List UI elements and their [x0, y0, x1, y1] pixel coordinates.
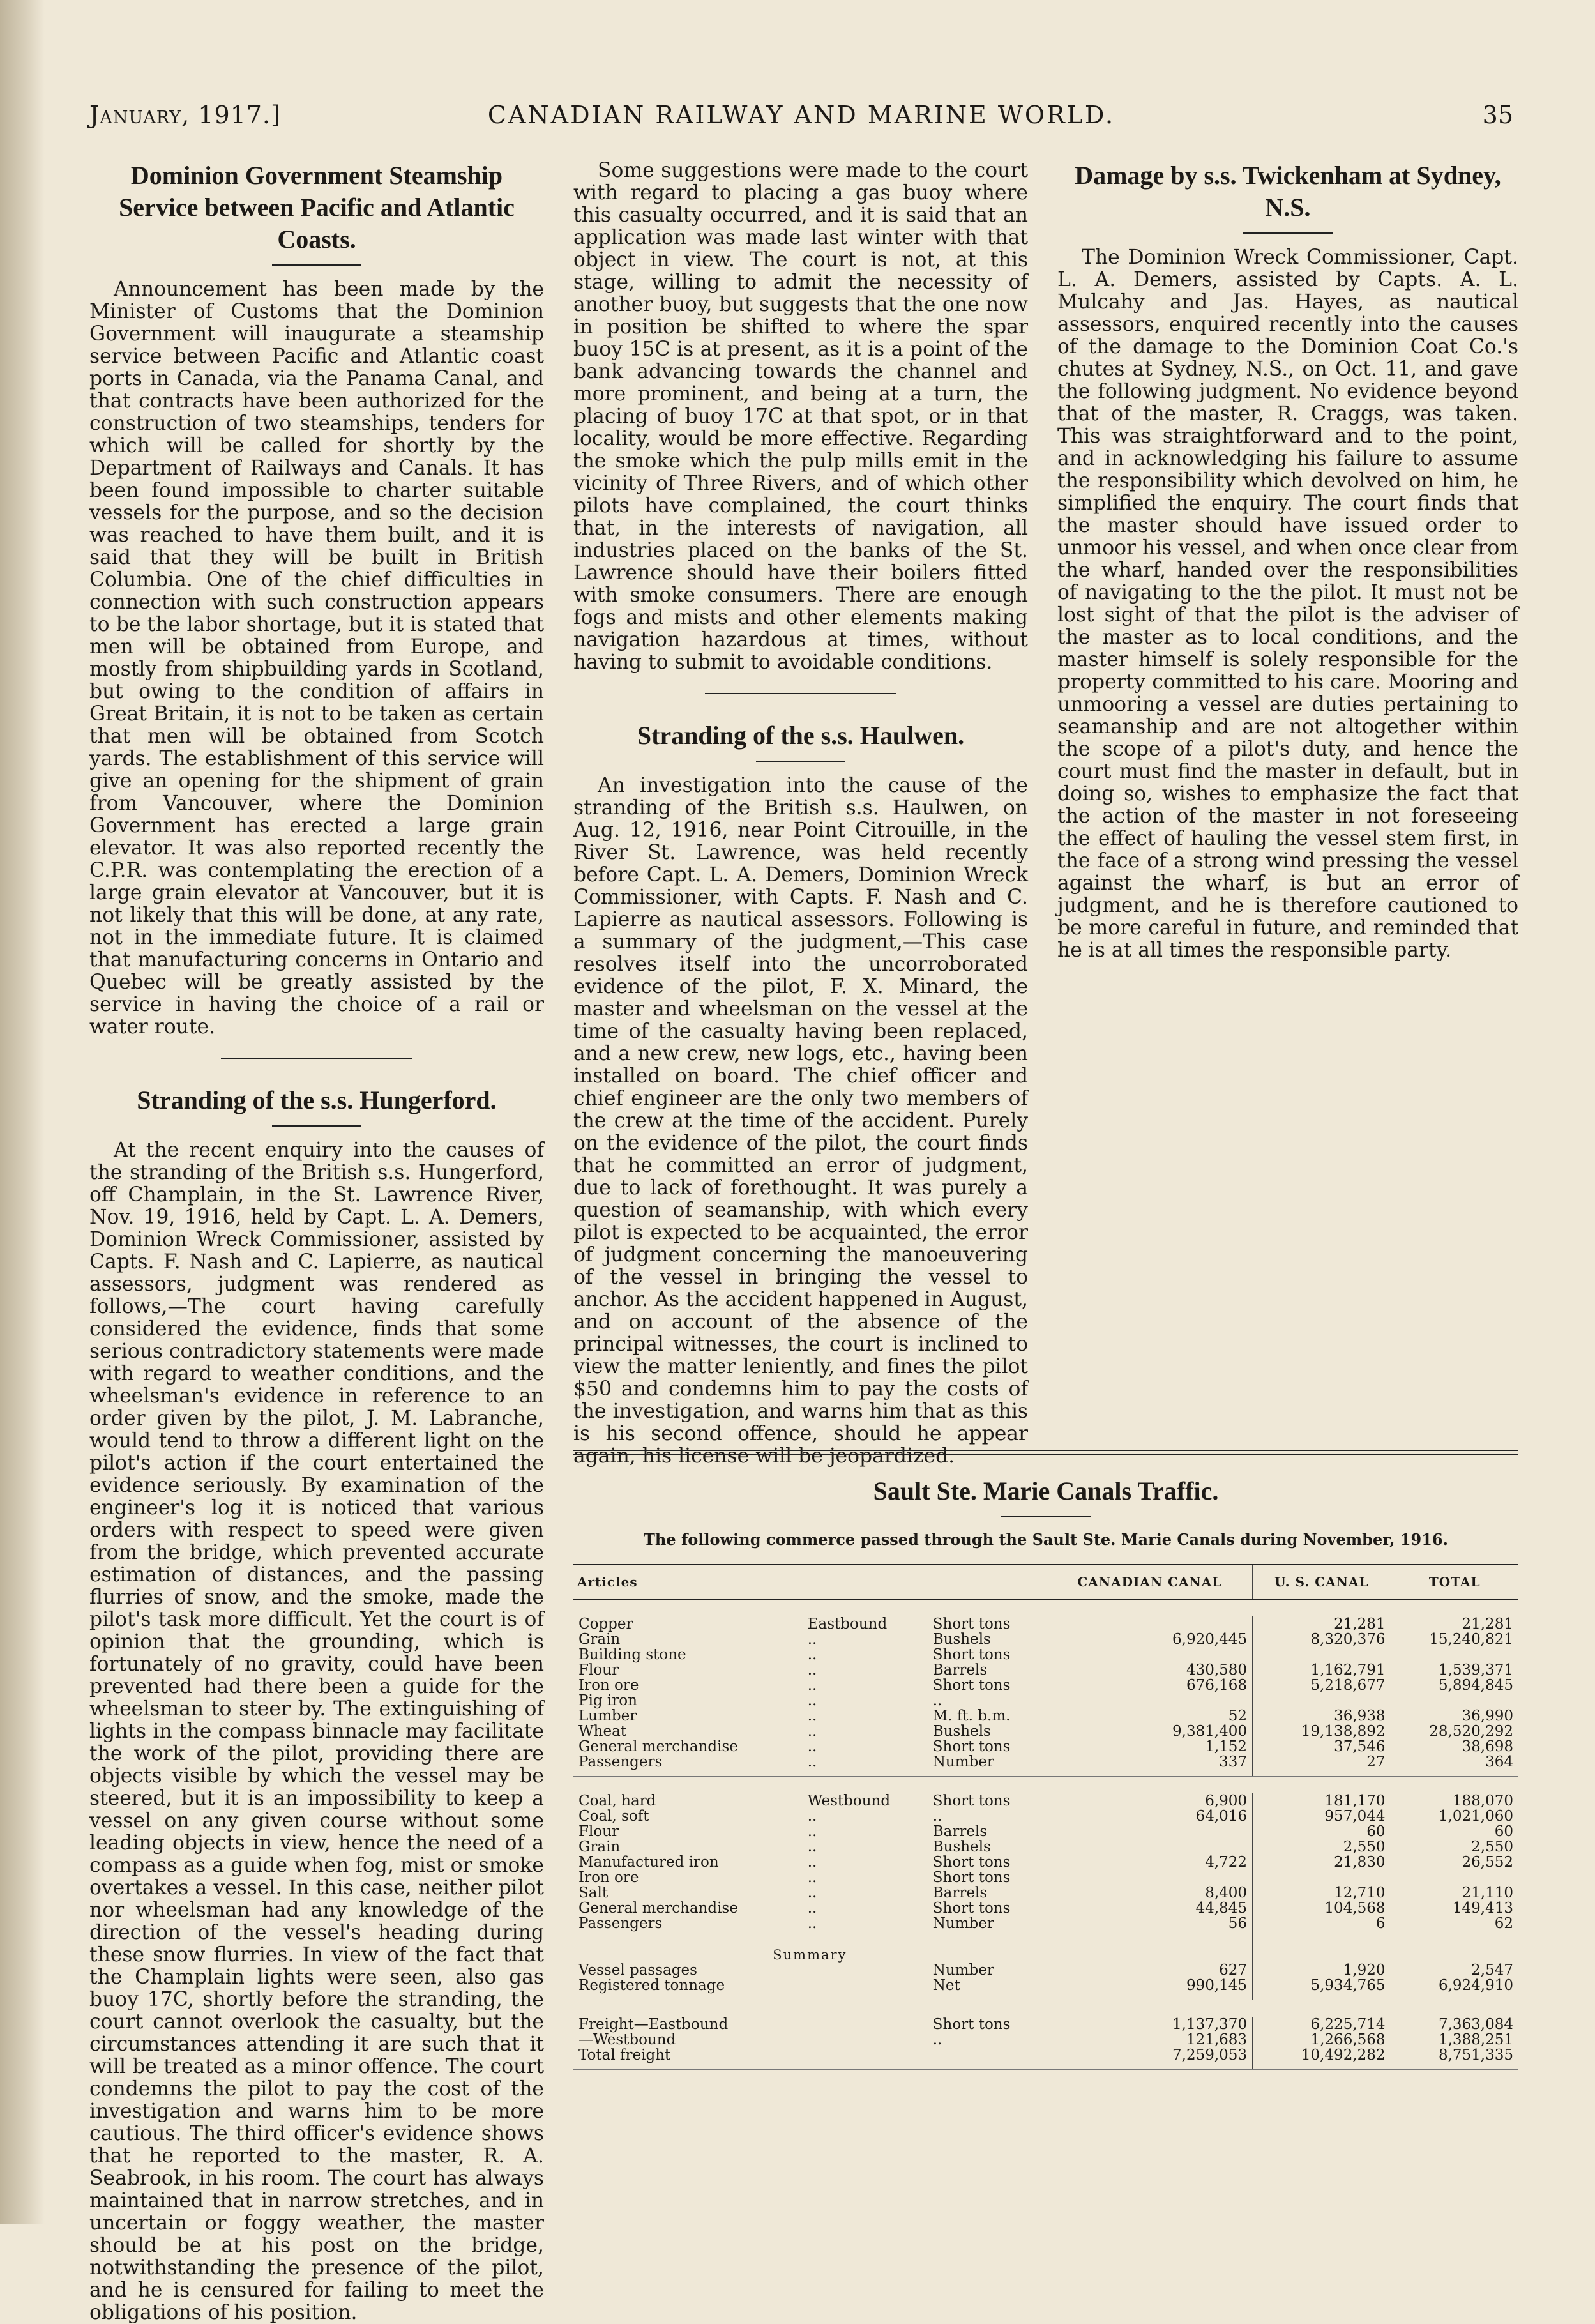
row-us — [1253, 1693, 1391, 1708]
header-total: TOTAL — [1391, 1565, 1518, 1599]
row-us: 104,568 — [1253, 1901, 1391, 1916]
row-canadian: 121,683 — [1047, 2032, 1252, 2047]
row-article: Flour — [578, 1662, 619, 1678]
row-article: —Westbound — [578, 2032, 676, 2048]
table-row — [573, 1616, 1518, 1632]
table-row — [573, 1855, 1518, 1870]
row-us — [1253, 1647, 1391, 1662]
row-article: Total freight — [573, 2047, 803, 2070]
article-body-hungerford-p2: Some suggestions were made to the court with regard to placing a gas buoy where this casualty occurred, and it is said that an application was made last winter with that object in view. The court is not, at this stage, willing to admit the necessity of another buoy, but suggests that the one now in position be shifted to where the spar buoy 15C is at present, as it is a point of the bank advancing towards the channel and more prominent, and being at a turn, the placing of buoy 17C at that spot, or in that locality, would be more effective. Regarding the smoke which the pulp mills emit in the vicinity of Three Rivers, and of which other pilots have complained, the court thinks that, in the interests of navigation, all industries placed on the banks of the St. Lawrence should have their boilers fitted with smoke consumers. There are enough fogs and mists and other elements making navigation hazardous at times, without having to submit to avoidable conditions. — [573, 159, 1028, 674]
row-unit: Barrels — [932, 1662, 988, 1678]
row-canadian — [1047, 1839, 1252, 1855]
row-us: 12,710 — [1253, 1885, 1391, 1901]
row-us: 21,281 — [1253, 1616, 1391, 1632]
table-row — [573, 2032, 1518, 2047]
row-canadian — [1047, 1616, 1252, 1632]
row-canadian: 44,845 — [1047, 1901, 1252, 1916]
article-body-steamship-service: Announcement has been made by the Minister of Customs that the Dominion Government will inaugurate a steamship service between Pacific and Atlantic coast ports in Canada, via the Panama Canal, and that contracts have been authorized for the construction of two steamships, tenders for which will be called for shortly by the Department of Railways and Canals. It has been found impossible to charter suitable vessels for the purpose, and so the decision was reached to have them built, and it is said that they will be built in British Columbia. One of the chief difficulties in connection with such construction appears to be the labor shortage, but it is stated that men will be obtained from Europe, and mostly from shipbuilding yards in Scotland, but owing to the condition of affairs in Great Britain, it is not to be taken as certain that men will be obtained from Scotch yards. The establishment of this service will give an opening for the shipment of grain from Vancouver, where the Dominion Government has erected a large grain elevator. It was also reported recently the C.P.R. was contemplating the erection of a large grain elevator at Vancouver, but it is not likely that this will be done, at any rate, not in the immediate future. It is claimed that manufacturing concerns in Ontario and Quebec will be greatly assisted by the service in having the choice of a rail or water route. — [89, 278, 544, 1038]
row-direction — [803, 2017, 928, 2032]
table-row — [573, 1693, 1518, 1708]
row-unit: Number — [928, 1916, 1047, 1938]
row-us: 957,044 — [1253, 1809, 1391, 1824]
page-gutter-shadow — [0, 0, 45, 2224]
row-direction: .. — [807, 1708, 817, 1724]
table-row — [573, 1647, 1518, 1662]
row-canadian: 990,145 — [1047, 1978, 1252, 2000]
row-total: 26,552 — [1391, 1855, 1518, 1870]
row-us: 36,938 — [1253, 1708, 1391, 1724]
row-total — [1391, 1870, 1518, 1885]
row-direction — [803, 2047, 928, 2070]
row-direction: .. — [807, 1854, 817, 1871]
row-total: 8,751,335 — [1391, 2047, 1518, 2070]
table-row — [573, 1824, 1518, 1839]
row-article: Iron ore — [578, 1869, 639, 1886]
row-canadian: 64,016 — [1047, 1809, 1252, 1824]
row-direction: .. — [803, 1754, 928, 1777]
row-article: Salt — [578, 1885, 609, 1901]
table-row — [573, 1739, 1518, 1754]
row-direction — [803, 1978, 928, 2000]
article-title-hungerford: Stranding of the s.s. Hungerford. — [137, 1086, 497, 1114]
row-article: Grain — [578, 1839, 621, 1855]
summary-heading-blank — [1391, 1938, 1518, 1963]
header-us-canal: U. S. CANAL — [1253, 1565, 1391, 1599]
row-us: 5,218,677 — [1253, 1678, 1391, 1693]
table-row — [573, 1809, 1518, 1824]
summary-heading: Summary — [773, 1947, 847, 1963]
table-row — [573, 1885, 1518, 1901]
row-direction: .. — [807, 1662, 817, 1678]
row-article: Building stone — [578, 1646, 686, 1663]
row-canadian: 627 — [1047, 1963, 1252, 1978]
row-article: Manufactured iron — [578, 1854, 719, 1871]
row-canadian: 4,722 — [1047, 1855, 1252, 1870]
table-row — [573, 1793, 1518, 1809]
row-us: 37,546 — [1253, 1739, 1391, 1754]
row-article: Iron ore — [578, 1677, 639, 1694]
row-direction: .. — [807, 1677, 817, 1694]
row-canadian: 337 — [1047, 1754, 1252, 1777]
row-direction: .. — [807, 1869, 817, 1886]
row-article: General merchandise — [578, 1900, 738, 1917]
row-total: 21,110 — [1391, 1885, 1518, 1901]
row-direction: .. — [807, 1808, 817, 1825]
row-total: 364 — [1391, 1754, 1518, 1777]
traffic-table-body — [573, 1599, 1518, 2070]
row-direction: .. — [807, 1723, 817, 1740]
row-article: Coal, soft — [578, 1808, 649, 1825]
spacer-cell — [573, 2000, 1518, 2017]
row-direction: .. — [807, 1692, 817, 1709]
row-us: 27 — [1253, 1754, 1391, 1777]
row-direction: .. — [807, 1646, 817, 1663]
summary-heading-blank — [1253, 1938, 1391, 1963]
traffic-title: Sault Ste. Marie Canals Traffic. — [873, 1477, 1219, 1505]
row-article: General merchandise — [578, 1738, 738, 1755]
row-us: 19,138,892 — [1253, 1724, 1391, 1739]
row-canadian: 1,152 — [1047, 1739, 1252, 1754]
row-direction — [803, 1963, 928, 1978]
table-row — [573, 1901, 1518, 1916]
table-row — [573, 1724, 1518, 1739]
row-canadian: 52 — [1047, 1708, 1252, 1724]
row-canadian: 7,259,053 — [1047, 2047, 1252, 2070]
row-total: 149,413 — [1391, 1901, 1518, 1916]
running-head — [89, 101, 1513, 139]
row-total: 188,070 — [1391, 1793, 1518, 1809]
row-direction: .. — [807, 1631, 817, 1648]
row-unit: Short tons — [932, 2016, 1011, 2033]
row-unit: M. ft. b.m. — [932, 1708, 1011, 1724]
row-total: 2,550 — [1391, 1839, 1518, 1855]
row-article: Registered tonnage — [573, 1978, 803, 2000]
row-canadian: 430,580 — [1047, 1662, 1252, 1678]
table-row — [573, 1662, 1518, 1678]
row-unit: Bushels — [932, 1631, 991, 1648]
header-articles: Articles — [573, 1565, 1047, 1599]
row-us: 5,934,765 — [1253, 1978, 1391, 2000]
row-us: 2,550 — [1253, 1839, 1391, 1855]
article-divider — [705, 693, 896, 694]
article-body-twickenham: The Dominion Wreck Commissioner, Capt. L. A. Demers, assisted by Capts. A. L. Mulcahy and Jas. Hayes, as nautical assessors, enquired recently into the causes of the damage to the Dominion Coat Co.'s chutes at Sydney, N.S., on Oct. 11, and gave the following judgment. No evidence beyond that of the master, R. Craggs, was taken. This was straightforward and to the point, and in acknowledging his failure to assume the responsibility which devolved on him, he simplified the enquiry. The court finds that the master should have issued order to unmoor his vessel, and when once clear from the wharf, handed over the responsibilities of navigating to the the pilot. It must not be lost sight of that the pilot is the adviser of the master as to local conditions, and the master himself is solely responsible for the property committed to his care. Mooring and unmooring a vessel are duties pertaining to seamanship and are not altogether within the scope of a pilot's duty, and hence the court must find the master in default, but in doing so, wishes to emphasize the fact that the action of the master in not foreseeing the effect of hauling the vessel stem first, in the face of a strong wind pressing the vessel against the wharf, is but an error of judgment, and he is therefore cautioned to be more careful in future, and reminded that he is at all times the responsible party. — [1057, 246, 1518, 962]
row-total: 1,021,060 — [1391, 1809, 1518, 1824]
article-divider — [221, 1058, 412, 1059]
row-unit: Short tons — [932, 1793, 1011, 1809]
issue-date: January, 1917.] — [89, 101, 281, 129]
row-article: Wheat — [578, 1723, 627, 1740]
row-unit: Barrels — [932, 1885, 988, 1901]
row-unit: Barrels — [932, 1823, 988, 1840]
spacer-cell — [573, 1599, 1518, 1616]
row-article: Vessel passages — [578, 1962, 697, 1978]
row-total: 28,520,292 — [1391, 1724, 1518, 1739]
row-total: 2,547 — [1391, 1963, 1518, 1978]
title-rule — [756, 761, 845, 762]
row-direction: Westbound — [807, 1793, 891, 1809]
row-total: 38,698 — [1391, 1739, 1518, 1754]
row-total: 5,894,845 — [1391, 1678, 1518, 1693]
row-canadian — [1047, 1824, 1252, 1839]
table-row — [573, 1870, 1518, 1885]
row-total: 36,990 — [1391, 1708, 1518, 1724]
row-canadian: 6,920,445 — [1047, 1632, 1252, 1647]
row-us: 1,920 — [1253, 1963, 1391, 1978]
article-title-twickenham: Damage by s.s. Twickenham at Sydney, N.S. — [1075, 161, 1501, 222]
table-row — [573, 1632, 1518, 1647]
row-total — [1391, 1647, 1518, 1662]
canal-traffic-section — [573, 1469, 1518, 2070]
row-total: 62 — [1391, 1916, 1518, 1938]
row-unit: Net — [928, 1978, 1047, 2000]
row-canadian: 6,900 — [1047, 1793, 1252, 1809]
section-divider — [573, 1450, 1518, 1455]
article-body-haulwen: An investigation into the cause of the stranding of the British s.s. Haulwen, on Aug. 12, 1916, near Point Citrouille, in the River St. Lawrence, was held recently before Capt. L. A. Demers, Dominion Wreck Commissioner, with Capts. F. Nash and C. Lapierre as nautical assessors. Following is a summary of the judgment,—This case resolves itself into the uncorroborated evidence of the pilot, F. X. Minard, the master and wheelsman on the vessel at the time of the casualty having been replaced, and a new crew, new logs, etc., having been installed on board. The chief officer and chief engineer are the only two members of the crew at the time of the accident. Purely on the evidence of the pilot, the court finds that he committed an error of judgment, due to lack of forethought. It was purely a question of seamanship, with which every pilot is expected to be acquainted, the error of judgment concerning the manoeuvering of the vessel in bringing the vessel to anchor. As the accident happened in August, and on account of the absence of the principal witnesses, the court is inclined to view the matter leniently, and fines the pilot $50 and condemns him to pay the costs of the investigation, and warns him that as this is his second offence, should he appear again, his license will be jeopardized. — [573, 774, 1028, 1468]
table-row — [573, 1839, 1518, 1855]
row-spacer — [573, 2000, 1518, 2017]
row-direction: .. — [807, 1839, 817, 1855]
traffic-intro: The following commerce passed through the Sault Ste. Marie Canals during November, 1916. — [644, 1530, 1448, 1549]
column-3 — [1057, 160, 1518, 962]
row-article: Freight—Eastbound — [578, 2016, 729, 2033]
title-rule — [272, 1125, 361, 1127]
row-us: 181,170 — [1253, 1793, 1391, 1809]
row-canadian — [1047, 1693, 1252, 1708]
title-rule — [1001, 1516, 1091, 1517]
row-direction: .. — [807, 1823, 817, 1840]
row-article: Grain — [578, 1631, 621, 1648]
row-direction: Eastbound — [807, 1616, 888, 1632]
row-unit: Bushels — [932, 1723, 991, 1740]
spacer-cell — [573, 1777, 1518, 1794]
row-us: 1,162,791 — [1253, 1662, 1391, 1678]
row-unit: Short tons — [932, 1869, 1011, 1886]
journal-title: CANADIAN RAILWAY AND MARINE WORLD. — [487, 101, 1115, 129]
row-unit: Short tons — [932, 1738, 1011, 1755]
row-total: 7,363,084 — [1391, 2017, 1518, 2032]
row-canadian: 1,137,370 — [1047, 2017, 1252, 2032]
table-row — [573, 2017, 1518, 2032]
row-us: 21,830 — [1253, 1855, 1391, 1870]
summary-heading-row — [573, 1938, 1518, 1963]
row-canadian: 56 — [1047, 1916, 1252, 1938]
row-us: 60 — [1253, 1824, 1391, 1839]
row-unit: .. — [932, 1808, 942, 1825]
row-unit — [928, 2047, 1047, 2070]
row-unit: Number — [932, 1962, 994, 1978]
row-direction: .. — [807, 1738, 817, 1755]
row-article: Coal, hard — [578, 1793, 656, 1809]
row-spacer — [573, 1599, 1518, 1616]
row-us: 8,320,376 — [1253, 1632, 1391, 1647]
header-canadian-canal: CANADIAN CANAL — [1047, 1565, 1252, 1599]
row-total: 1,388,251 — [1391, 2032, 1518, 2047]
row-total: 60 — [1391, 1824, 1518, 1839]
row-total: 1,539,371 — [1391, 1662, 1518, 1678]
row-us: 10,492,282 — [1253, 2047, 1391, 2070]
traffic-table — [573, 1564, 1518, 2070]
row-article: Lumber — [578, 1708, 637, 1724]
row-article: Copper — [578, 1616, 633, 1632]
row-direction: .. — [807, 1900, 817, 1917]
row-article: Passengers — [573, 1916, 803, 1938]
row-unit: Bushels — [932, 1839, 991, 1855]
row-unit: Short tons — [932, 1854, 1011, 1871]
table-row — [573, 1708, 1518, 1724]
row-canadian: 9,381,400 — [1047, 1724, 1252, 1739]
row-direction: .. — [803, 1916, 928, 1938]
row-article: Pig iron — [578, 1692, 637, 1709]
table-row — [573, 1678, 1518, 1693]
article-title-steamship-service: Dominion Government Steamship Service between Pacific and Atlantic Coasts. — [119, 161, 515, 254]
title-rule — [272, 264, 361, 266]
row-total — [1391, 1693, 1518, 1708]
summary-heading-blank — [1047, 1938, 1252, 1963]
row-article: Passengers — [573, 1754, 803, 1777]
title-rule — [1243, 232, 1333, 234]
row-total: 15,240,821 — [1391, 1632, 1518, 1647]
row-unit: .. — [932, 1692, 942, 1709]
row-total: 21,281 — [1391, 1616, 1518, 1632]
row-spacer — [573, 1777, 1518, 1794]
table-row — [573, 1978, 1518, 2000]
page-number: 35 — [1482, 101, 1513, 129]
row-us — [1253, 1870, 1391, 1885]
row-direction — [803, 2032, 928, 2047]
row-unit: Number — [928, 1754, 1047, 1777]
table-row — [573, 1916, 1518, 1938]
row-us: 6 — [1253, 1916, 1391, 1938]
row-article: Flour — [578, 1823, 619, 1840]
article-body-hungerford-p1: At the recent enquiry into the causes of the stranding of the British s.s. Hungerford, off Champlain, in the St. Lawrence River, Nov. 19, 1916, held by Capt. L. A. Demers, Dominion Wreck Commissioner, assisted by Capts. F. Nash and C. Lapierre, as nautical assessors, judgment was rendered as follows,—The court having carefully considered the evidence, finds that some serious contradictory statements were made with regard to weather conditions, and the wheelsman's evidence in reference to an order given by the pilot, J. M. Labranche, would tend to throw a different light on the pilot's action if the court entertained the evidence seriously. By examination of the engineer's log it is noticed that various orders with respect to speed were given from the bridge, which prevented accurate estimation of distances, and the passing flurries of snow, and the smoke, made the pilot's task more difficult. Yet the court is of opinion that the grounding, which is fortunately of no gravity, could have been prevented had there been a guide for the wheelsman to steer by. The extinguishing of lights in the compass binnacle may facilitate the work of the pilot, providing there are objects visible by which the vessel may be steered, but it is an impossibility to keep a vessel on any given course without some leading objects in view, hence the need of a compass as a guide when fog, mist or smoke overtakes a vessel. In this case, neither pilot nor wheelsman had any knowledge of the direction of the vessel's heading during these snow flurries. In view of the fact that the Champlain lights were seen, also gas buoy 17C, shortly before the stranding, the court cannot overlook the casualty, but the circumstances attending it are such that it will be treated as a minor offence. The court condemns the pilot to pay the cost of the investigation and warns him to be more cautious. The third officer's evidence shows that he reported to the master, R. A. Seabrook, in his room. The court has always maintained that in narrow stretches, and in uncertain or foggy weather, the master should be at his post on the bridge, notwithstanding the presence of the pilot, and he is censured for failing to meet the obligations of his position. — [89, 1139, 544, 2324]
row-us: 6,225,714 — [1253, 2017, 1391, 2032]
table-row — [573, 1963, 1518, 1978]
column-1 — [89, 160, 544, 2324]
row-unit: .. — [932, 2032, 942, 2048]
row-unit: Short tons — [932, 1900, 1011, 1917]
row-direction: .. — [807, 1885, 817, 1901]
row-canadian: 676,168 — [1047, 1678, 1252, 1693]
row-unit: Short tons — [932, 1616, 1011, 1632]
article-title-haulwen: Stranding of the s.s. Haulwen. — [637, 721, 965, 750]
row-unit: Short tons — [932, 1677, 1011, 1694]
column-2 — [573, 160, 1028, 1468]
row-canadian — [1047, 1647, 1252, 1662]
row-unit: Short tons — [932, 1646, 1011, 1663]
table-row — [573, 2047, 1518, 2070]
row-canadian — [1047, 1870, 1252, 1885]
row-total: 6,924,910 — [1391, 1978, 1518, 2000]
row-us: 1,266,568 — [1253, 2032, 1391, 2047]
table-row — [573, 1754, 1518, 1777]
row-canadian: 8,400 — [1047, 1885, 1252, 1901]
